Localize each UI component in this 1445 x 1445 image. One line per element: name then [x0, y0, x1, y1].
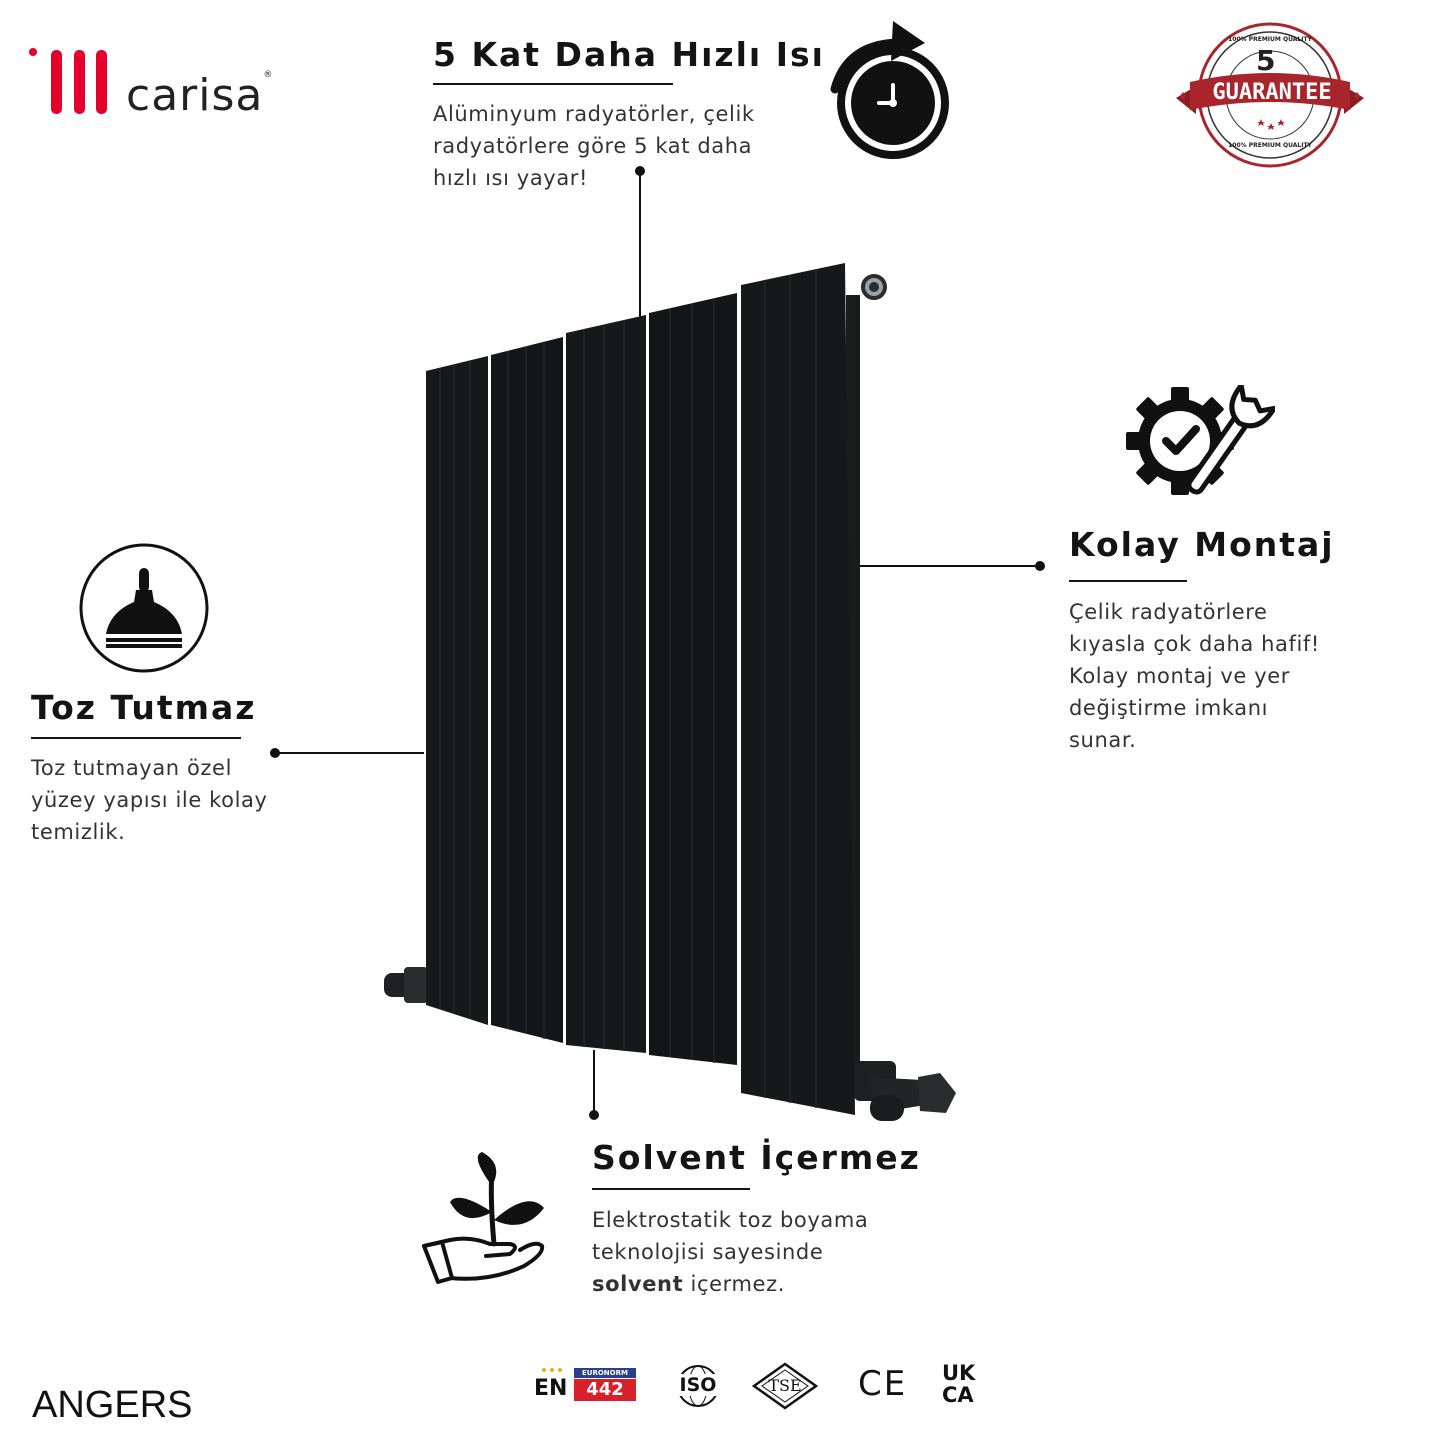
solvent-feature-description	[592, 1204, 868, 1300]
tse-label: TSE	[768, 1376, 802, 1395]
dust-title-underline	[31, 737, 241, 739]
ukca-bottom: CA	[942, 1383, 974, 1407]
brand-logo	[28, 46, 298, 121]
dust-desc-line-2: yüzey yapısı ile kolay	[31, 788, 268, 812]
dust-desc-line-3: temizlik.	[31, 820, 126, 844]
dust-desc-line-1: Toz tutmayan özel	[31, 756, 233, 780]
heat-title-underline	[433, 83, 673, 85]
solvent-desc-line-3-rest: içermez.	[683, 1272, 785, 1296]
mount-feature-description	[1069, 596, 1320, 756]
ukca-top: UK	[942, 1361, 976, 1385]
heat-desc-line-2: radyatörlere göre 5 kat daha	[433, 134, 753, 158]
en-prefix: EN	[534, 1376, 568, 1401]
heat-feature-description	[433, 98, 755, 194]
mount-desc-line-5: sunar.	[1069, 728, 1137, 752]
solvent-title-underline	[592, 1188, 750, 1190]
fast-timer-icon	[825, 15, 955, 165]
mount-desc-line-1: Çelik radyatörlere	[1069, 600, 1268, 624]
mount-title-underline	[1069, 580, 1187, 582]
brand-bars-icon	[28, 46, 108, 118]
ce-mark: CE	[858, 1364, 908, 1404]
guarantee-ring-text-top: 100% PREMIUM QUALITY	[1228, 36, 1312, 43]
mount-desc-line-4: değiştirme imkanı	[1069, 696, 1269, 720]
certifications-row	[530, 1360, 990, 1412]
duster-icon	[78, 542, 210, 674]
radiator-image	[370, 255, 970, 1125]
dust-feature-title: Toz Tutmaz	[31, 688, 257, 727]
eu-stars-icon	[540, 1366, 570, 1374]
solvent-desc-line-2: teknolojisi sayesinde	[592, 1240, 824, 1264]
en-number: 442	[574, 1379, 636, 1401]
solvent-desc-line-1: Elektrostatik toz boyama	[592, 1208, 869, 1232]
euronorm-label: EURONORM	[574, 1368, 636, 1378]
solvent-connector-line	[593, 1050, 595, 1114]
heat-desc-line-3: hızlı ısı yayar!	[433, 166, 589, 190]
heat-desc-line-1: Alüminyum radyatörler, çelik	[433, 102, 755, 126]
guarantee-label: GUARANTEE	[1212, 80, 1332, 105]
solvent-desc-line-3	[592, 1268, 868, 1300]
ukca-mark	[942, 1362, 986, 1410]
solvent-feature-title: Solvent İçermez	[592, 1138, 921, 1177]
en442-certification	[534, 1366, 638, 1406]
product-name: ANGERS	[32, 1384, 193, 1426]
iso-label: ISO	[672, 1374, 724, 1396]
guarantee-ring-text-bottom: 100% PREMIUM QUALITY	[1228, 142, 1312, 149]
mount-feature-title: Kolay Montaj	[1069, 525, 1335, 564]
heat-feature-title: 5 Kat Daha Hızlı Isı	[433, 35, 825, 74]
registered-mark: ®	[263, 70, 274, 80]
tse-certification	[752, 1362, 818, 1410]
brand-name: carisa	[126, 70, 264, 121]
mount-desc-line-2: kıyasla çok daha hafif!	[1069, 632, 1320, 656]
solvent-connector-dot	[589, 1110, 599, 1120]
mount-connector-dot	[1035, 561, 1045, 571]
mount-desc-line-3: Kolay montaj ve yer	[1069, 664, 1291, 688]
guarantee-badge	[1172, 20, 1372, 170]
dust-feature-description	[31, 752, 268, 848]
plant-hand-icon	[420, 1150, 550, 1290]
guarantee-number: 5	[1256, 44, 1276, 77]
gear-wrench-icon	[1125, 385, 1275, 515]
iso-certification	[670, 1364, 726, 1408]
solvent-bold-word: solvent	[592, 1272, 684, 1296]
